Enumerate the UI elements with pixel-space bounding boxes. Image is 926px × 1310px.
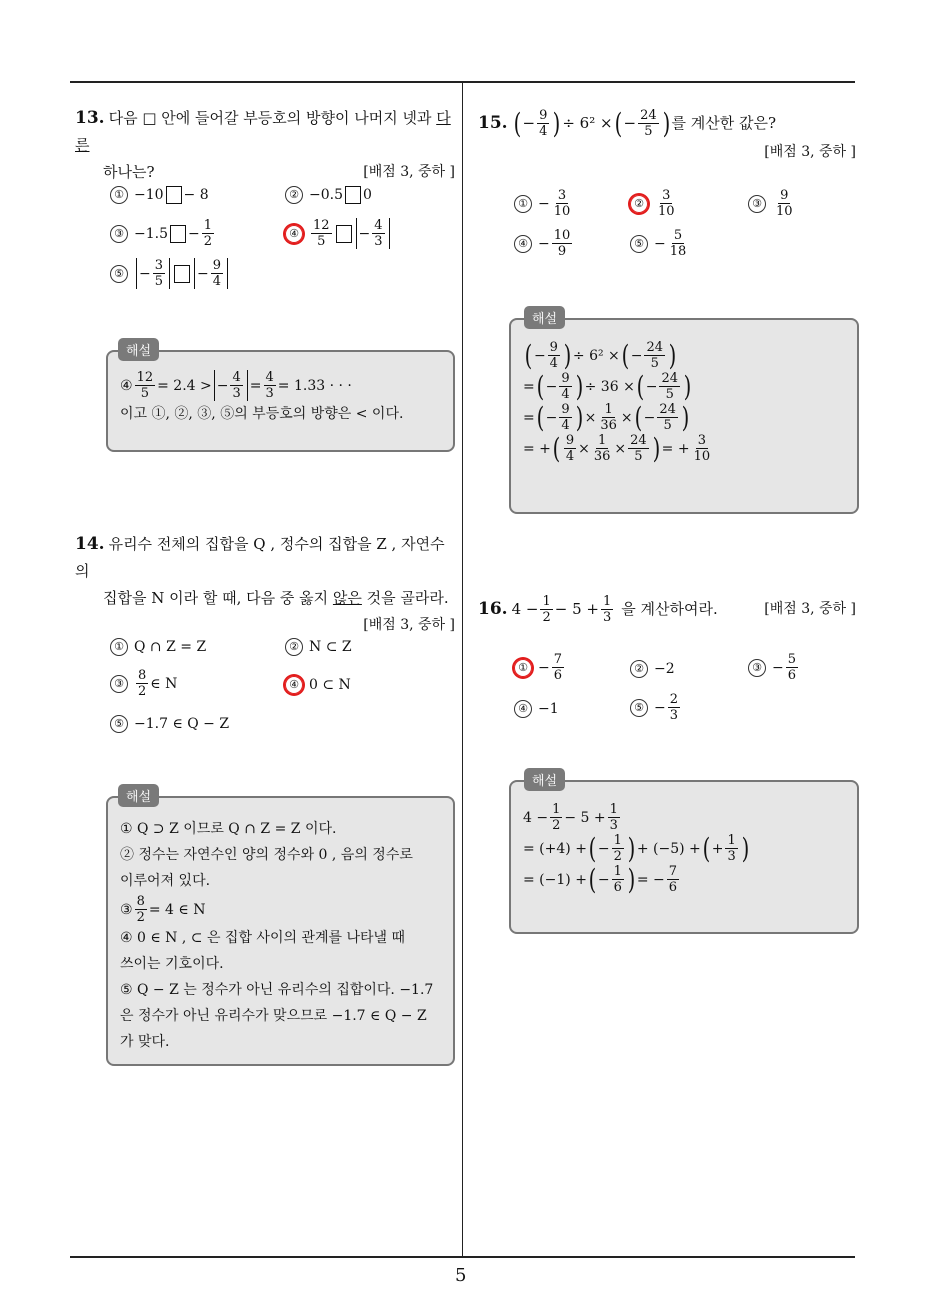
- q15-option-1[interactable]: ① − $\frac{3}{10}$: [514, 188, 574, 219]
- q13-option-2[interactable]: ② −0.5 0: [285, 186, 372, 204]
- answer-mark: ④: [285, 225, 303, 243]
- q15-solution-badge: 해설: [524, 306, 565, 329]
- q15-question: 15. ( − $\frac{9}{4}$ ) ÷ 6² × ( − $\frac{24}{5}$ ) 를 계산한 값은? [배점 3, 중하 ]: [478, 108, 856, 166]
- q13-option-1[interactable]: ① −10 − 8: [110, 186, 209, 204]
- q16-option-3[interactable]: ③ − $\frac{5}{6}$: [748, 652, 800, 683]
- q16-solution-panel: 4 − $\frac{1}{2}$ − 5 + $\frac{1}{3}$ = (+4) + ( − $\frac{1}{2}$ ) + (−5) + ( + $\frac{1}{3}$ ) = (−1) + ( − $\frac{1}{6}$ ) = − $\frac{7}{6}$: [509, 780, 859, 934]
- q14-option-1[interactable]: ① Q ∩ Z = Z: [110, 638, 206, 656]
- q13-option-4[interactable]: ④ $\frac{12}{5}$ − $\frac{4}{3}$: [285, 218, 392, 249]
- q15-option-3[interactable]: ③ $\frac{9}{10}$: [748, 188, 797, 219]
- q16-option-1[interactable]: ① − $\frac{7}{6}$: [514, 652, 566, 683]
- q15-points: [배점 3, 중하 ]: [764, 144, 856, 160]
- q16-option-4[interactable]: ④ −1: [514, 700, 559, 718]
- answer-mark: ④: [285, 676, 303, 694]
- q16-points: [배점 3, 중하 ]: [764, 601, 856, 617]
- q16-number: 16.: [478, 599, 508, 619]
- q16-option-5[interactable]: ⑤ − $\frac{2}{3}$: [630, 692, 682, 723]
- q15-option-2[interactable]: ② $\frac{3}{10}$: [630, 188, 679, 219]
- answer-mark: ②: [630, 195, 648, 213]
- q16-question: 16. 4 − $\frac{1}{2}$ − 5 + $\frac{1}{3}$ 을 계산하여라. [배점 3, 중하 ]: [478, 594, 856, 625]
- q15-number: 15.: [478, 113, 508, 133]
- page-number: 5: [455, 1265, 467, 1286]
- q14-number: 14.: [75, 534, 105, 554]
- q16-option-2[interactable]: ② −2: [630, 660, 675, 678]
- q14-solution-panel: ① Q ⊃ Z 이므로 Q ∩ Z = Z 이다. ② 정수는 자연수인 양의 정수와 0 , 음의 정수로 이루어져 있다. ③ $\frac{8}{2}$ = 4 ∈ N ④ 0 ∈ N , ⊂ 은 집합 사이의 관계를 나타낼 때 쓰이는 기호이다. ⑤ Q − Z 는 정수가 아닌 유리수의 집합이다. −1.7 은 정수가 아닌 유리수가 맞으므로 −1.7 ∈ Q − Z 가 맞다.: [106, 796, 455, 1066]
- answer-mark: ①: [514, 659, 532, 677]
- q14-option-3[interactable]: ③ $\frac{8}{2}$ ∈ N: [110, 668, 177, 699]
- q13-solution-badge: 해설: [118, 338, 159, 361]
- bottom-rule: [70, 1256, 855, 1258]
- q13-points: [배점 3, 중하 ]: [363, 164, 455, 180]
- column-divider: [462, 82, 463, 1257]
- q13-option-3[interactable]: ③ −1.5 − $\frac{1}{2}$: [110, 218, 216, 249]
- q16-solution-badge: 해설: [524, 768, 565, 791]
- q14-solution-badge: 해설: [118, 784, 159, 807]
- q14-option-2[interactable]: ② N ⊂ Z: [285, 638, 352, 656]
- q13-option-5[interactable]: ⑤ − $\frac{3}{5}$ − $\frac{9}{4}$: [110, 258, 230, 289]
- q14-option-5[interactable]: ⑤ −1.7 ∈ Q − Z: [110, 715, 229, 733]
- q13-number: 13.: [75, 108, 105, 128]
- q14-question: 14. 유리수 전체의 집합을 Q , 정수의 집합을 Z , 자연수의 집합을 N 이라 할 때, 다음 중 옳지 않은 것을 골라라. [배점 3, 중하 ]: [75, 531, 455, 639]
- q13-question: 13. 다음 □ 안에 들어갈 부등호의 방향이 나머지 넷과 다른 하나는? [배점 3, 중하 ]: [75, 105, 455, 186]
- q14-points: [배점 3, 중하 ]: [363, 617, 455, 633]
- q14-option-4[interactable]: ④ 0 ⊂ N: [285, 676, 351, 694]
- q13-solution-panel: ④ $\frac{12}{5}$ = 2.4 > − $\frac{4}{3}$ = $\frac{4}{3}$ = 1.33 · · · 이고 ①, ②, ③, ⑤의 부등호의 방향은 < 이다.: [106, 350, 455, 452]
- q15-option-4[interactable]: ④ − $\frac{10}{9}$: [514, 228, 574, 259]
- q15-solution-panel: ( − $\frac{9}{4}$ ) ÷ 6² × ( − $\frac{24}{5}$ ) = ( − $\frac{9}{4}$ ) ÷ 36 × ( − $\frac{24}{5}$ ) = ( − $\frac{9}{4}$ ) × $\frac{1}{36}$ × ( − $\frac{24}{5}$ ) = + ( $\frac{9}{4}$ × $\frac{1}{36}$ × $\frac{24}{5}$ ) = + $\frac{3}{10}$: [509, 318, 859, 514]
- q15-option-5[interactable]: ⑤ − $\frac{5}{18}$: [630, 228, 690, 259]
